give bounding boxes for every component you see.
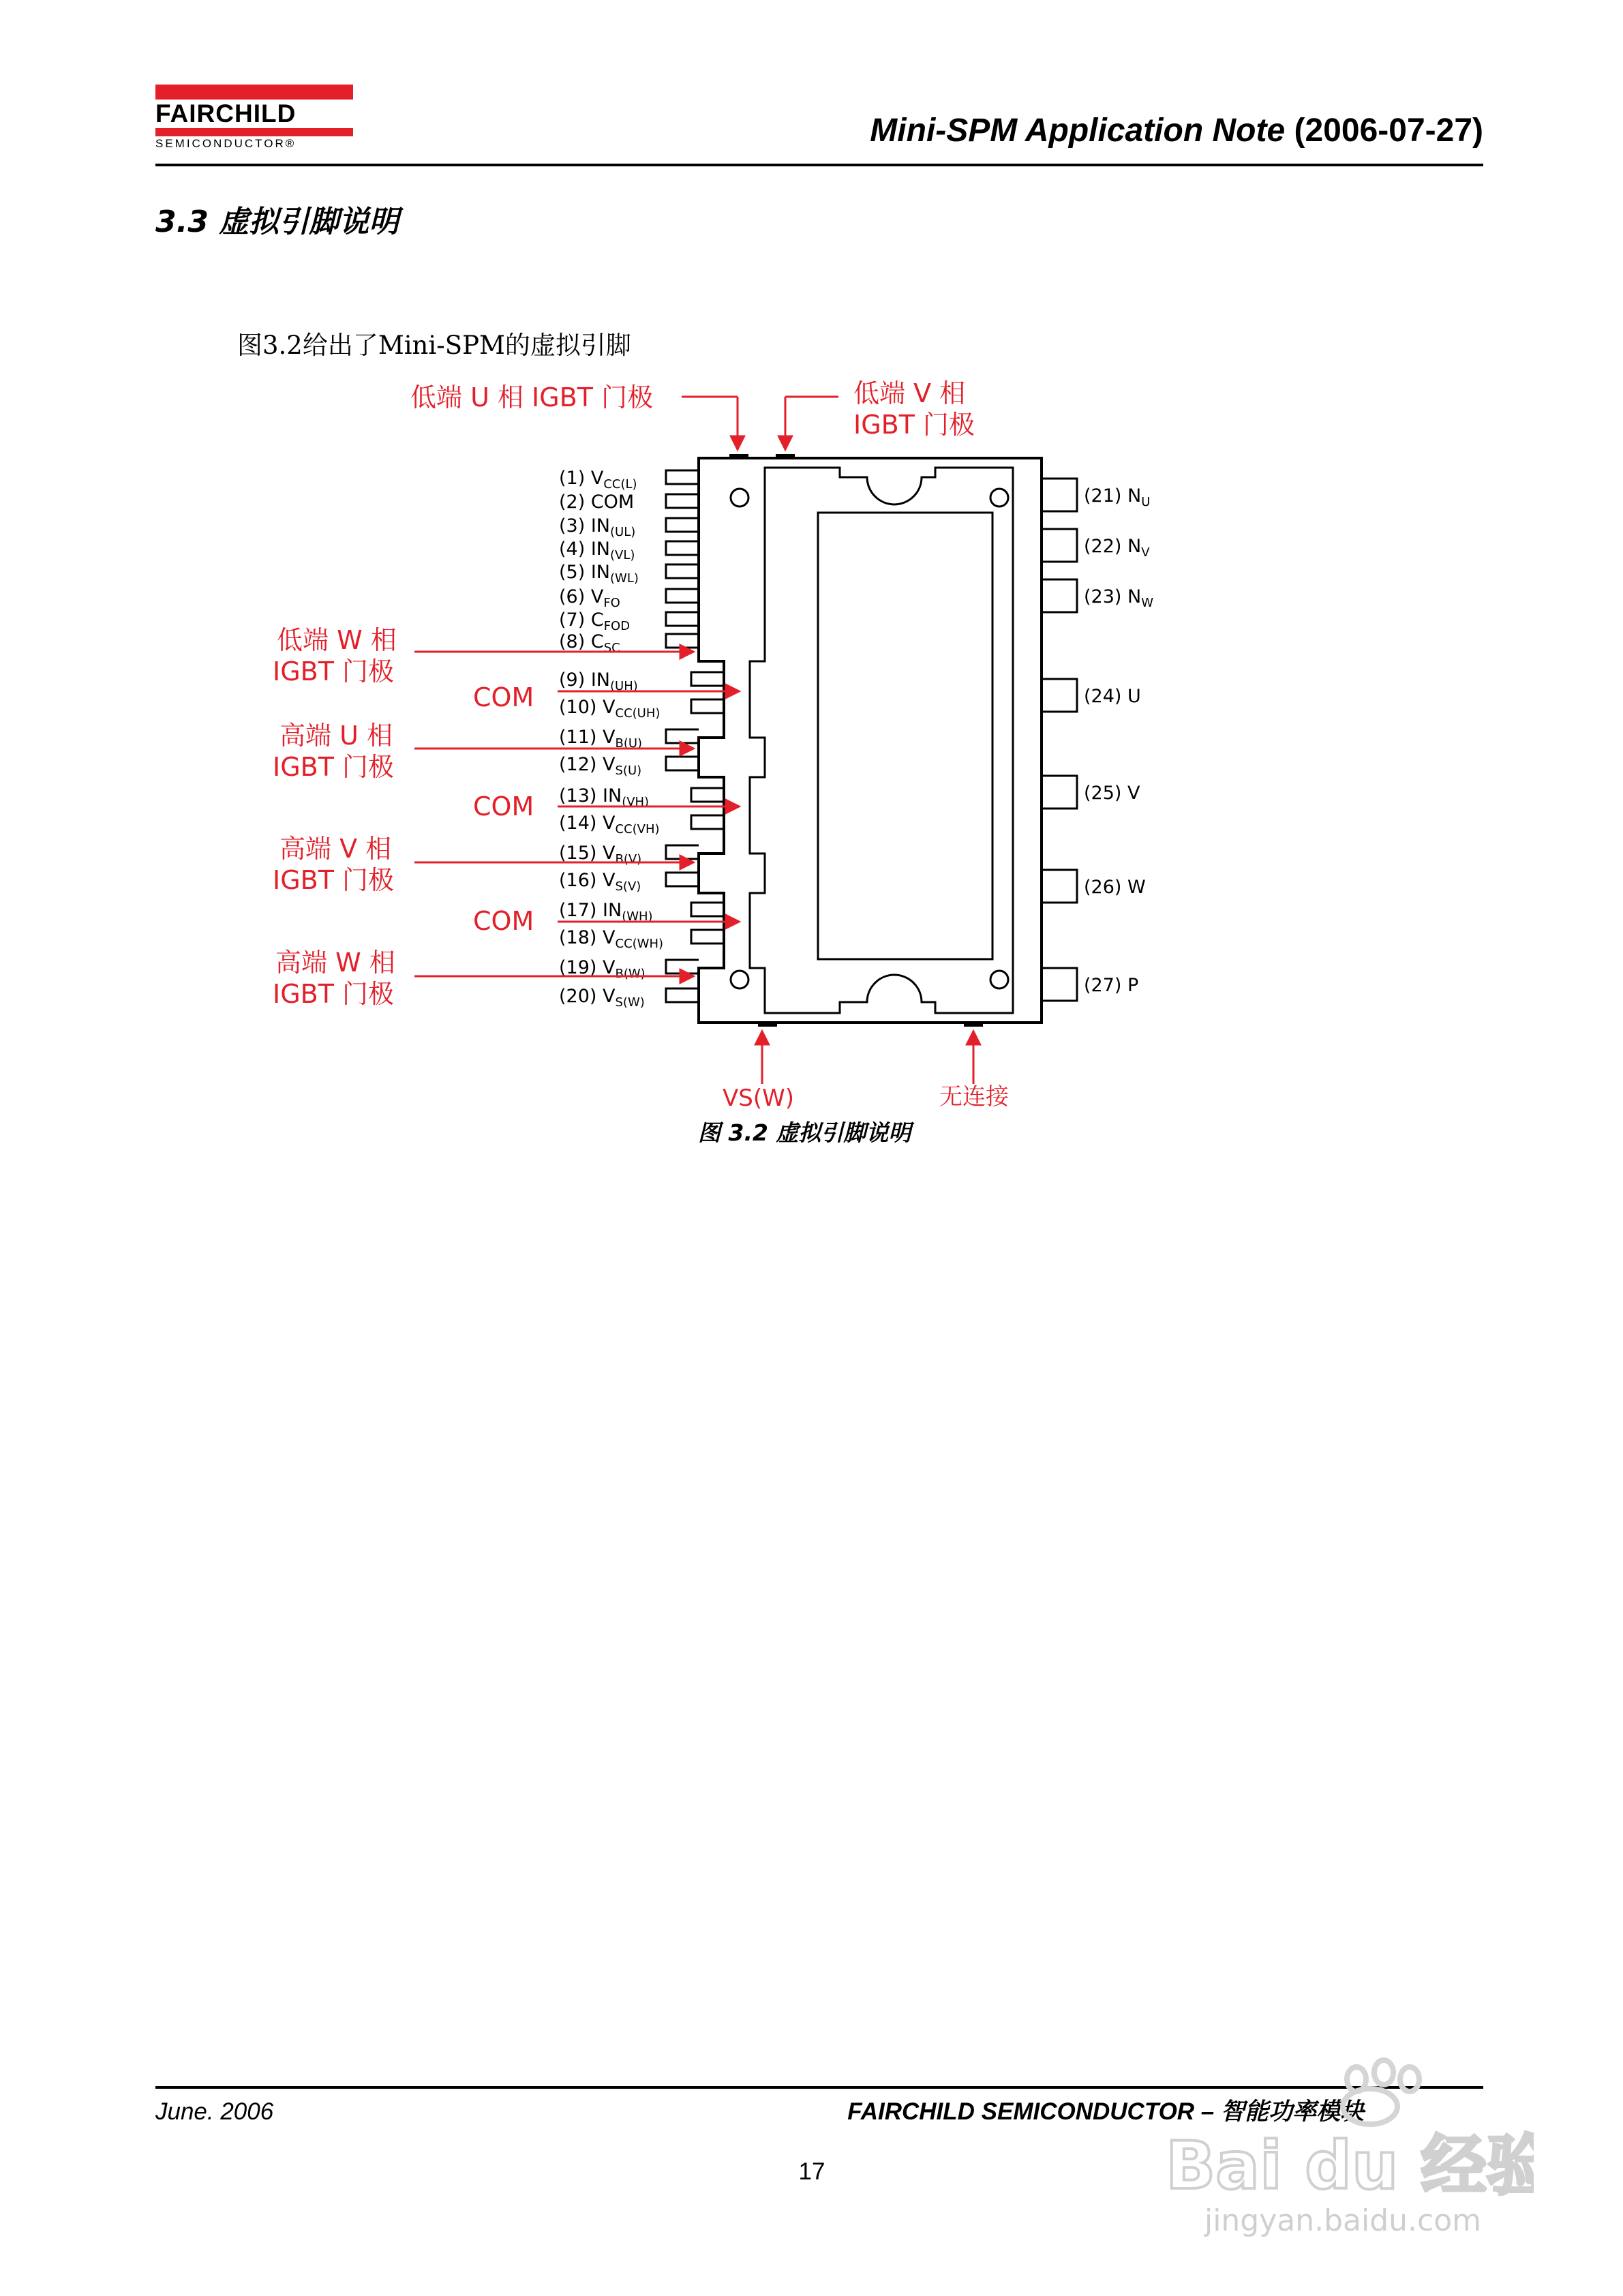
mounting-hole — [731, 489, 748, 507]
mounting-hole — [731, 971, 748, 988]
dummy-pin-low-u — [729, 454, 748, 459]
left-pin-stub — [691, 930, 724, 943]
left-pin-stub — [666, 589, 699, 603]
left-pin-label: (15) $V_{B(V)}$ — [559, 843, 642, 866]
left-pin-stub — [666, 470, 699, 484]
intro-text: 图3.2给出了Mini-SPM的虚拟引脚 — [237, 331, 631, 360]
right-pin-label: (21) $N_U$ — [1084, 485, 1151, 509]
right-pin-stub — [1042, 579, 1077, 612]
left-pin-stub — [666, 757, 699, 770]
section-heading: 3.3 虚拟引脚说明 — [155, 205, 399, 239]
right-pin-label: (27) P — [1084, 975, 1139, 996]
label-high-v: 高端 V 相 — [279, 834, 392, 864]
left-pin-stub — [666, 988, 699, 1002]
left-pin-stub — [666, 518, 699, 532]
right-pin-label: (25) V — [1084, 783, 1140, 804]
left-pin-label: (17) $IN_{(WH)}$ — [559, 900, 653, 924]
left-pin-label: (5) $IN_{(WL)}$ — [559, 562, 639, 586]
left-pin-label: (7) $C_{FOD}$ — [559, 609, 631, 633]
left-pin-label: (16) $V_{S(V)}$ — [559, 870, 641, 894]
left-pin-stub — [691, 903, 724, 916]
left-pin-label: (10) $V_{CC(UH)}$ — [559, 697, 661, 721]
logo-name: FAIRCHILD — [155, 100, 297, 127]
left-pin-label: (20) $V_{S(W)}$ — [559, 986, 645, 1010]
baidu-watermark-url: jingyan.baidu.com — [1204, 2203, 1482, 2238]
left-pin-stub — [666, 873, 699, 886]
left-pin-stub — [666, 612, 699, 626]
label-high-u: 高端 U 相 — [279, 721, 393, 751]
right-pin-label: (23) $N_W$ — [1084, 586, 1154, 610]
right-pin-stub — [1042, 870, 1077, 903]
right-pin-label: (24) U — [1084, 686, 1141, 707]
die-window — [818, 513, 992, 959]
label-high-w: IGBT 门极 — [273, 979, 395, 1009]
label-low-v: 低端 V 相 — [853, 378, 966, 408]
left-pin-label: (9) $IN_{(UH)}$ — [559, 669, 638, 693]
left-pin-stub — [666, 541, 699, 555]
left-pin-stub — [691, 788, 724, 802]
left-pin-stub — [691, 815, 724, 829]
left-pin-stub — [666, 729, 699, 743]
left-pin-stub — [666, 494, 699, 508]
right-pin-stub — [1042, 968, 1077, 1001]
document-date: (2006-07-27) — [1294, 112, 1483, 149]
label-no-connect: 无连接 — [939, 1083, 1009, 1111]
right-pin-label: (26) W — [1084, 877, 1146, 898]
figure-caption: 图 3.2 虚拟引脚说明 — [698, 1119, 911, 1146]
baidu-watermark-logo — [1152, 2052, 1534, 2202]
document-title-text: Mini-SPM Application Note — [870, 112, 1286, 149]
left-pin-label: (12) $V_{S(U)}$ — [559, 754, 642, 778]
left-pin-stub — [666, 634, 699, 648]
label-low-v: IGBT 门极 — [853, 410, 975, 440]
right-pin-stub — [1042, 776, 1077, 809]
label-com: COM — [473, 682, 534, 712]
left-pin-stub — [666, 845, 699, 859]
left-pin-label: (19) $V_{B(W)}$ — [559, 957, 646, 981]
left-pin-stub — [666, 564, 699, 578]
left-pin-label: (4) $IN_{(VL)}$ — [559, 539, 635, 562]
page-number: 17 — [798, 2158, 825, 2185]
baidu-watermark-brand: Bai du 经验 — [1166, 2128, 1534, 2202]
left-pin-label: (1) $V_{CC(L)}$ — [559, 468, 637, 492]
dummy-pin-vs-w — [758, 1021, 777, 1027]
left-pin-label: (13) $IN_{(VH)}$ — [559, 785, 650, 809]
right-pin-group — [1042, 479, 1153, 1001]
label-low-w: IGBT 门极 — [273, 656, 395, 686]
left-pin-stub — [691, 699, 724, 713]
dummy-pin-low-v — [776, 454, 795, 459]
label-high-w: 高端 W 相 — [275, 948, 395, 978]
right-pin-label: (22) $N_V$ — [1084, 536, 1150, 560]
left-pin-label: (8) $C_{SC}$ — [559, 631, 620, 655]
red-annotations — [414, 397, 973, 1084]
label-vs-w: VS(W) — [723, 1085, 794, 1112]
label-high-v: IGBT 门极 — [273, 865, 395, 895]
logo-subtitle: SEMICONDUCTOR® — [155, 137, 297, 150]
label-com: COM — [473, 791, 534, 821]
baidu-watermark — [1152, 2052, 1534, 2250]
left-pin-label: (18) $V_{CC(WH)}$ — [559, 927, 664, 951]
mounting-hole — [990, 489, 1008, 507]
left-pin-label: (2) COM — [559, 492, 635, 513]
label-com: COM — [473, 906, 534, 936]
mounting-hole — [990, 971, 1008, 988]
left-pin-label: (14) $V_{CC(VH)}$ — [559, 813, 660, 836]
right-pin-stub — [1042, 529, 1077, 562]
label-low-u: 低端 U 相 IGBT 门极 — [410, 382, 654, 412]
right-pin-stub — [1042, 679, 1077, 712]
footer-company: FAIRCHILD SEMICONDUCTOR – 智能功率模块 — [847, 2098, 1364, 2125]
left-pin-stub — [666, 960, 699, 973]
label-low-w: 低端 W 相 — [277, 625, 397, 655]
dummy-pin-nc — [964, 1021, 983, 1027]
left-pin-stub — [691, 672, 724, 686]
left-pin-label: (11) $V_{B(U)}$ — [559, 727, 643, 751]
left-pin-label: (6) $V_{FO}$ — [559, 586, 620, 610]
footer-date: June. 2006 — [155, 2098, 274, 2125]
right-pin-stub — [1042, 479, 1077, 511]
left-pin-label: (3) $IN_{(UL)}$ — [559, 515, 636, 539]
package-inner-frame — [750, 468, 1013, 1013]
label-high-u: IGBT 门极 — [273, 752, 395, 782]
